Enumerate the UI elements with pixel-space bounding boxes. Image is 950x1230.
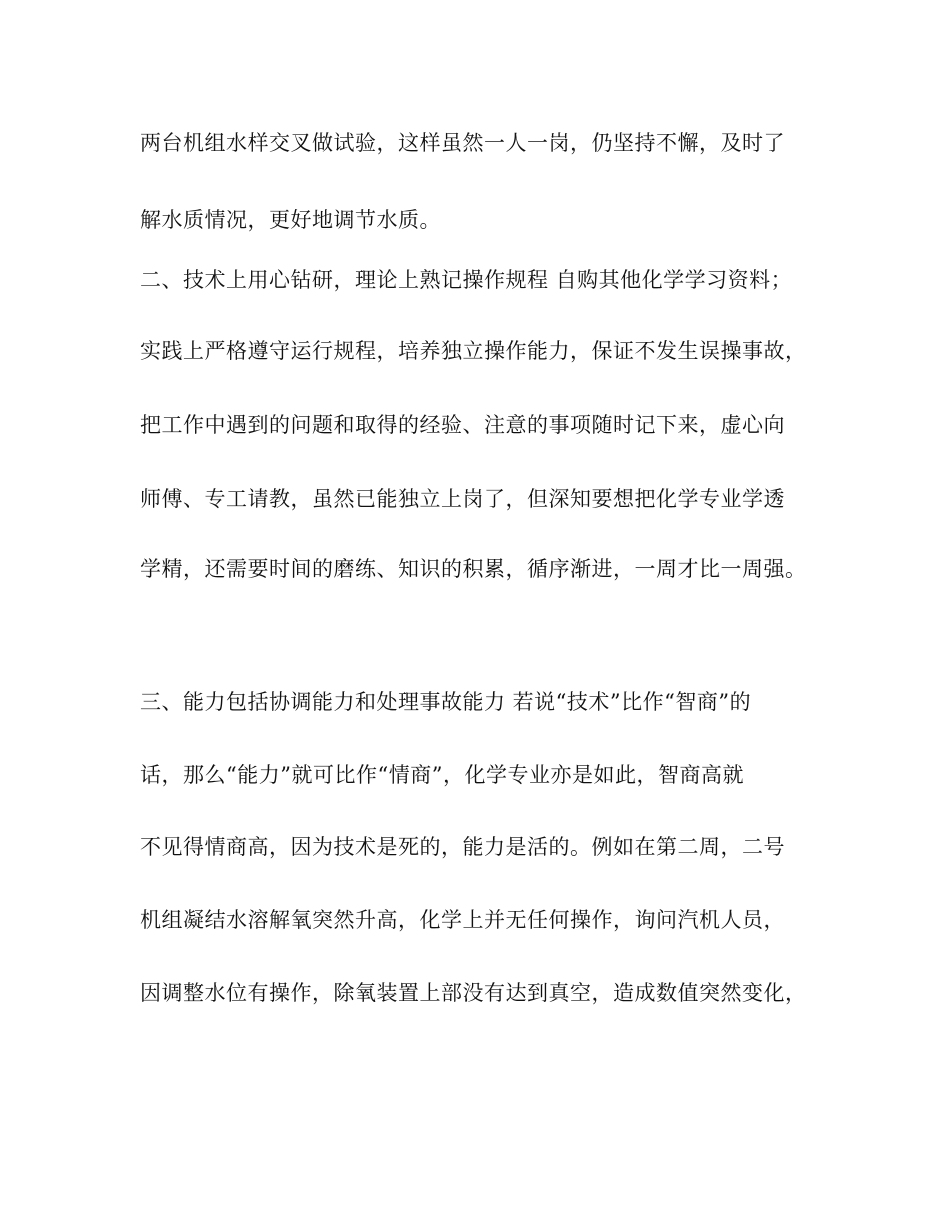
text-line: 解水质情况，更好地调节水质。 bbox=[140, 208, 441, 232]
text-line: 两台机组水样交叉做试验，这样虽然一人一岗，仍坚持不懈，及时了 bbox=[140, 131, 785, 155]
text-line: 三、能力包括协调能力和处理事故能力 若说“技术”比作“智商”的 bbox=[140, 690, 752, 714]
text-line: 话，那么“能力”就可比作“情商”，化学专业亦是如此，智商高就 bbox=[140, 763, 744, 787]
text-line: 学精，还需要时间的磨练、知识的积累，循序渐进，一周才比一周强。 bbox=[140, 557, 807, 581]
text-line: 实践上严格遵守运行规程，培养独立操作能力，保证不发生误操事故， bbox=[140, 339, 807, 363]
text-line: 师傅、专工请教，虽然已能独立上岗了，但深知要想把化学专业学透 bbox=[140, 487, 785, 511]
text-line: 因调整水位有操作，除氧装置上部没有达到真空，造成数值突然变化， bbox=[140, 981, 807, 1005]
text-line: 二、技术上用心钻研，理论上熟记操作规程 自购其他化学学习资料； bbox=[140, 268, 793, 292]
text-line: 不见得情商高，因为技术是死的，能力是活的。例如在第二周，二号 bbox=[140, 835, 785, 859]
text-line: 把工作中遇到的问题和取得的经验、注意的事项随时记下来，虚心向 bbox=[140, 413, 785, 437]
text-line: 机组凝结水溶解氧突然升高，化学上并无任何操作，询问汽机人员， bbox=[140, 908, 785, 932]
